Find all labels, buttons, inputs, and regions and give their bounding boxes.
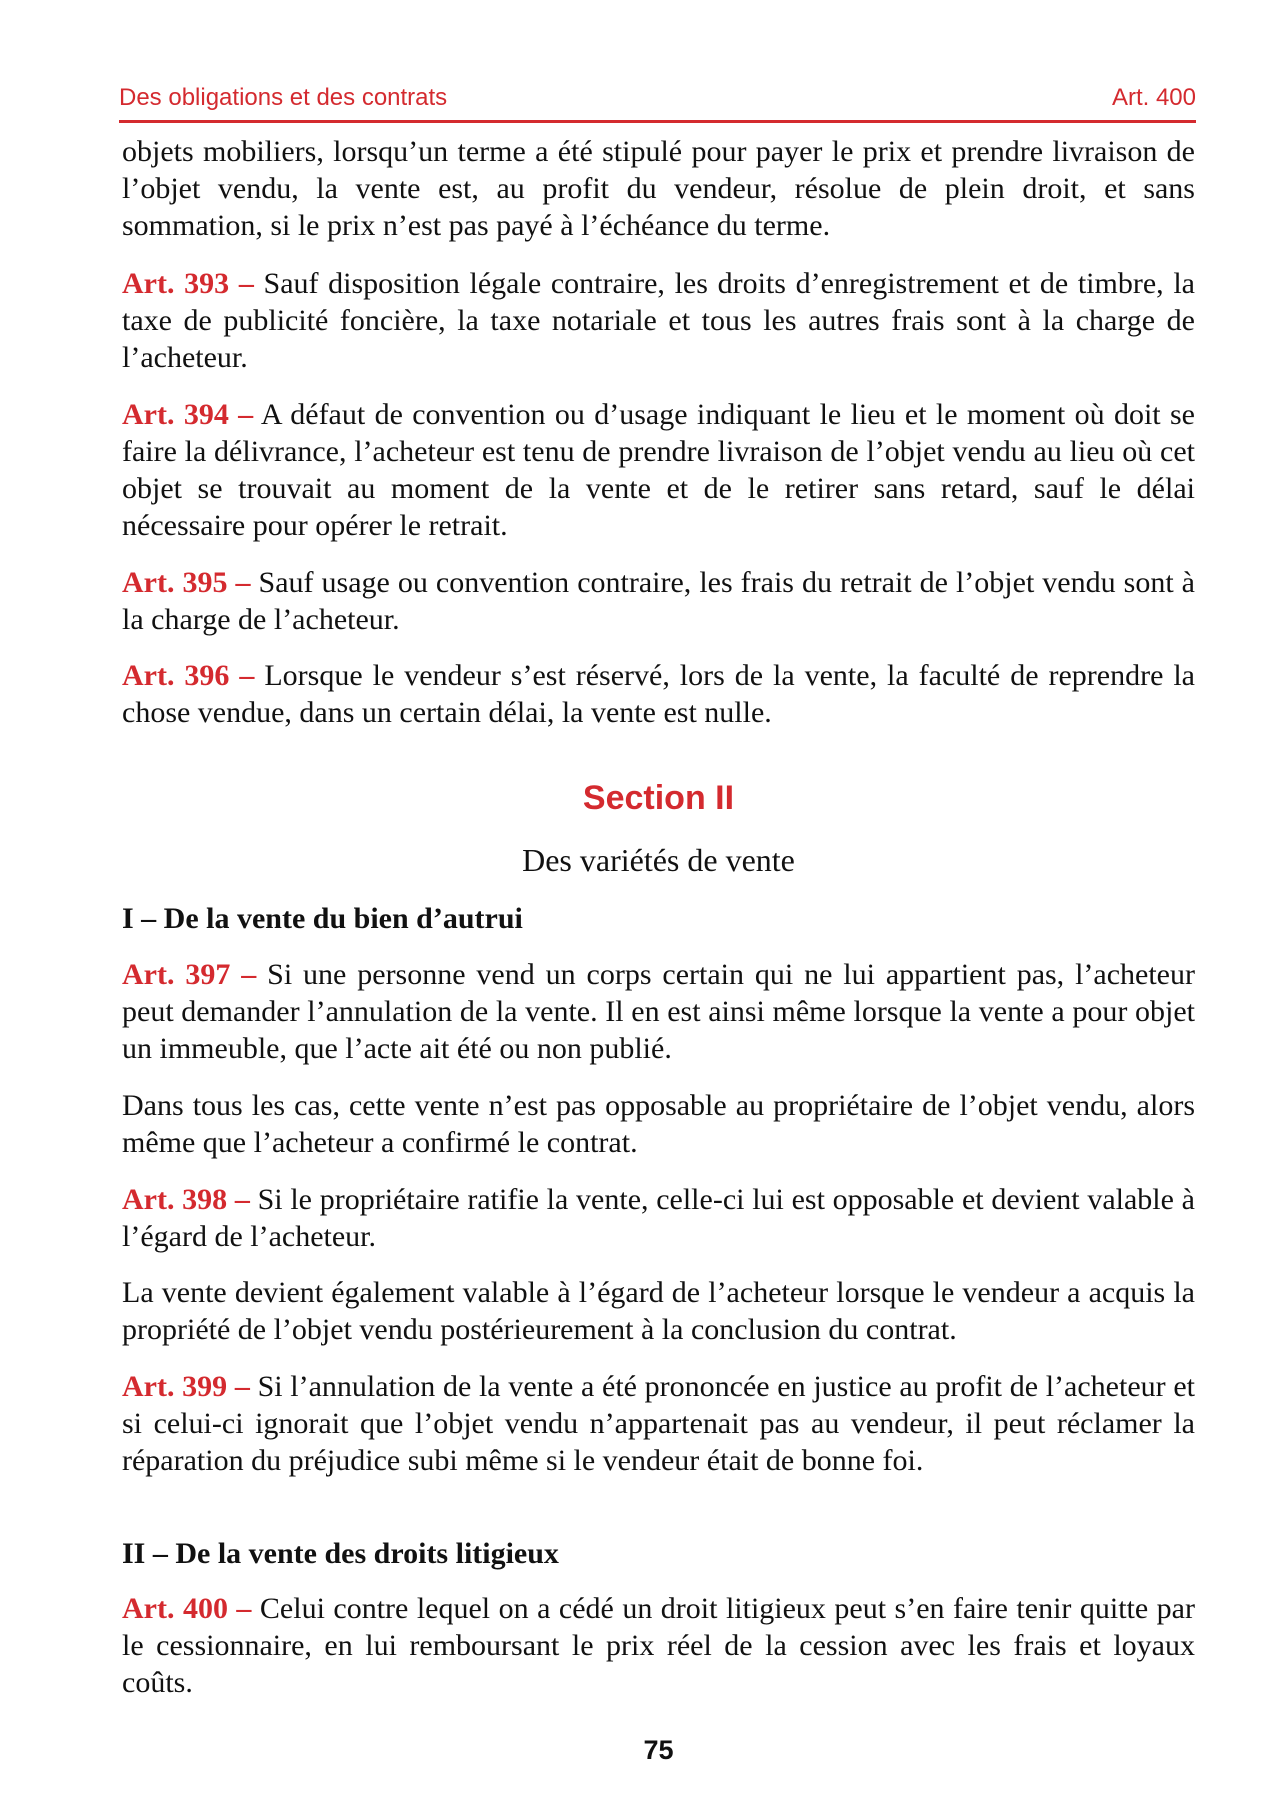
- header-article-ref: Art. 400: [1111, 84, 1196, 111]
- article-397: [122, 956, 1195, 1067]
- article-397-paragraph-2: Dans tous les cas, cette vente n’est pas opposable au propriétaire de l’objet vendu, alors même que l’acheteur a confirmé le contrat.: [122, 1089, 1195, 1159]
- subheading-droits-litigieux: II – De la vente des droits litigieux: [122, 1537, 559, 1570]
- article-label: Art. 398 –: [122, 1183, 250, 1216]
- article-395: [122, 564, 1195, 638]
- article-label: Art. 397 –: [122, 958, 257, 991]
- article-396: [122, 657, 1195, 731]
- article-text: Si une personne vend un corps certain qui ne lui appartient pas, l’acheteur peut demander l’annulation de la vente. Il en est ainsi même lorsque la vente a pour objet un immeuble, que l’acte ait été ou non publié.: [122, 958, 1195, 1065]
- subheading-bien-autrui: I – De la vente du bien d’autrui: [122, 902, 523, 935]
- paragraph-continuation: objets mobiliers, lorsqu’un terme a été stipulé pour payer le prix et prendre livraison de l’objet vendu, la vente est, au profit du vendeur, résolue de plein droit, et sans sommation, si le prix n’est pas payé à l’échéance du terme.: [122, 135, 1195, 242]
- article-label: Art. 393 –: [122, 267, 254, 300]
- article-text: Sauf usage ou convention contraire, les frais du retrait de l’objet vendu sont à la charge de l’acheteur.: [122, 566, 1195, 636]
- article-text: Si l’annulation de la vente a été prononcée en justice au profit de l’acheteur et si celui-ci ignorait que l’objet vendu n’appartenait pas au vendeur, il peut réclamer la réparation du préjudice subi même si le vendeur était de bonne foi.: [122, 1370, 1195, 1477]
- running-header: [119, 84, 1196, 123]
- article-399: [122, 1368, 1195, 1479]
- article-text: Si le propriétaire ratifie la vente, celle-ci lui est opposable et devient valable à l’égard de l’acheteur.: [122, 1183, 1195, 1253]
- section-subtitle: Des variétés de vente: [522, 842, 795, 878]
- article-text: Celui contre lequel on a cédé un droit litigieux peut s’en faire tenir quitte par le cessionnaire, en lui remboursant le prix réel de la cession avec les frais et loyaux coûts.: [122, 1592, 1195, 1699]
- article-label: Art. 399 –: [122, 1370, 250, 1403]
- header-title: Des obligations et des contrats: [119, 84, 448, 111]
- article-398: [122, 1181, 1195, 1255]
- article-393: [122, 265, 1195, 376]
- article-394: [122, 396, 1195, 544]
- article-398-paragraph-2: La vente devient également valable à l’égard de l’acheteur lorsque le vendeur a acquis la propriété de l’objet vendu postérieurement à la conclusion du contrat.: [122, 1276, 1195, 1346]
- article-text: A défaut de convention ou d’usage indiquant le lieu et le moment où doit se faire la délivrance, l’acheteur est tenu de prendre livraison de l’objet vendu au lieu où cet objet se trouvait au moment de la vente et de le retirer sans retard, sauf le délai nécessaire pour opérer le retrait.: [122, 398, 1195, 542]
- section-title: Section II: [582, 779, 735, 817]
- article-400: [122, 1590, 1195, 1701]
- article-text: Lorsque le vendeur s’est réservé, lors de la vente, la faculté de reprendre la chose vendue, dans un certain délai, la vente est nulle.: [122, 659, 1195, 729]
- article-label: Art. 400 –: [122, 1592, 252, 1625]
- page-number: 75: [643, 1735, 674, 1765]
- article-text: Sauf disposition légale contraire, les droits d’enregistrement et de timbre, la taxe de publicité foncière, la taxe notariale et tous les autres frais sont à la charge de l’acheteur.: [122, 267, 1195, 374]
- article-label: Art. 394 –: [122, 398, 254, 431]
- article-label: Art. 396 –: [122, 659, 255, 692]
- article-label: Art. 395 –: [122, 566, 251, 599]
